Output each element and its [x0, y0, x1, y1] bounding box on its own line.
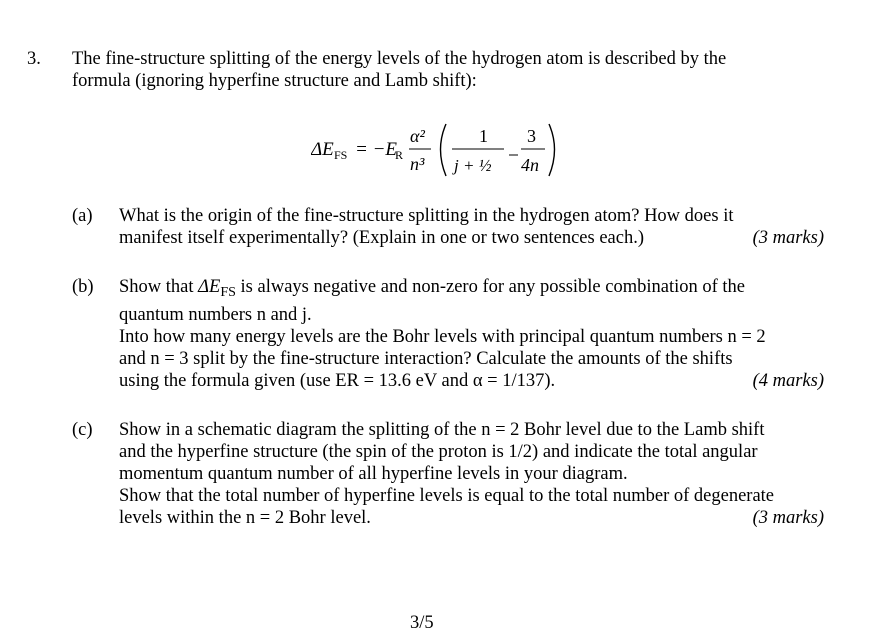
- part-b-line-1: [119, 276, 824, 304]
- part-c-line-2: and the hyperfine structure (the spin of the proton is 1/2) and indicate the total angular: [119, 442, 758, 462]
- part-c-line-1: Show in a schematic diagram the splitting of the n = 2 Bohr level due to the Lamb shift: [119, 420, 765, 440]
- part-b-delta-e-sub: FS: [220, 285, 236, 300]
- formula-lhs-sub: FS: [334, 148, 348, 162]
- part-c-line-3: momentum quantum number of all hyperfine levels in your diagram.: [119, 464, 628, 484]
- part-b-delta-e: ΔE: [198, 277, 221, 297]
- page-number: 3/5: [410, 613, 434, 633]
- part-a-line-1: What is the origin of the fine-structure splitting in the hydrogen atom? How does it: [119, 206, 734, 226]
- part-b-last-line: [119, 370, 824, 392]
- formula-left-paren: [441, 124, 447, 176]
- formula-er-sub: R: [395, 148, 404, 162]
- part-b-line-4: and n = 3 split by the fine-structure interaction? Calculate the amounts of the shifts: [119, 349, 733, 369]
- part-c-last-line: [119, 507, 824, 529]
- part-b-line-5: using the formula given (use ER = 13.6 eV and α = 1/137).: [119, 371, 556, 391]
- formula-four-n: 4n: [521, 155, 539, 175]
- formula-n-cubed: n³: [410, 154, 425, 174]
- part-c-label: (c): [72, 420, 93, 440]
- question-intro: [72, 48, 832, 92]
- part-a-line-2: manifest itself experimentally? (Explain in one or two sentences each.): [119, 228, 645, 248]
- part-a-marks: (3 marks): [752, 228, 824, 248]
- formula-numerator-3: 3: [527, 126, 536, 146]
- intro-line-2: formula (ignoring hyperfine structure and Lamb shift):: [72, 71, 477, 91]
- part-a-body: [119, 205, 824, 249]
- formula-j-plus-half: j + ½: [454, 156, 492, 175]
- part-c-line-5: levels within the n = 2 Bohr level.: [119, 508, 371, 528]
- formula-right-paren: [549, 124, 555, 176]
- part-b-line-3: Into how many energy levels are the Bohr levels with principal quantum numbers n = 2: [119, 327, 766, 347]
- part-a-label: (a): [72, 206, 93, 226]
- part-b-body: [119, 276, 824, 392]
- part-a-last-line: [119, 227, 824, 249]
- intro-line-1: The fine-structure splitting of the energy levels of the hydrogen atom is described by the: [72, 49, 727, 69]
- formula-lhs: ΔE: [311, 139, 334, 160]
- part-b-marks: (4 marks): [752, 371, 824, 391]
- part-b-label: (b): [72, 277, 94, 297]
- part-b-line-1-post: is always negative and non-zero for any possible combination of the: [235, 277, 746, 297]
- part-b-line-1-pre: Show that: [119, 277, 199, 297]
- part-c-line-4: Show that the total number of hyperfine levels is equal to the total number of degenerate: [119, 486, 775, 506]
- part-b-line-2: quantum numbers n and j.: [119, 305, 312, 325]
- fine-structure-formula: [311, 118, 591, 180]
- part-c-body: [119, 419, 824, 529]
- question-number: 3.: [27, 49, 41, 69]
- part-c-marks: (3 marks): [752, 508, 824, 528]
- formula-numerator-1: 1: [479, 126, 488, 146]
- formula-alpha-squared: α²: [410, 126, 425, 146]
- formula-equals: = −E: [355, 139, 397, 160]
